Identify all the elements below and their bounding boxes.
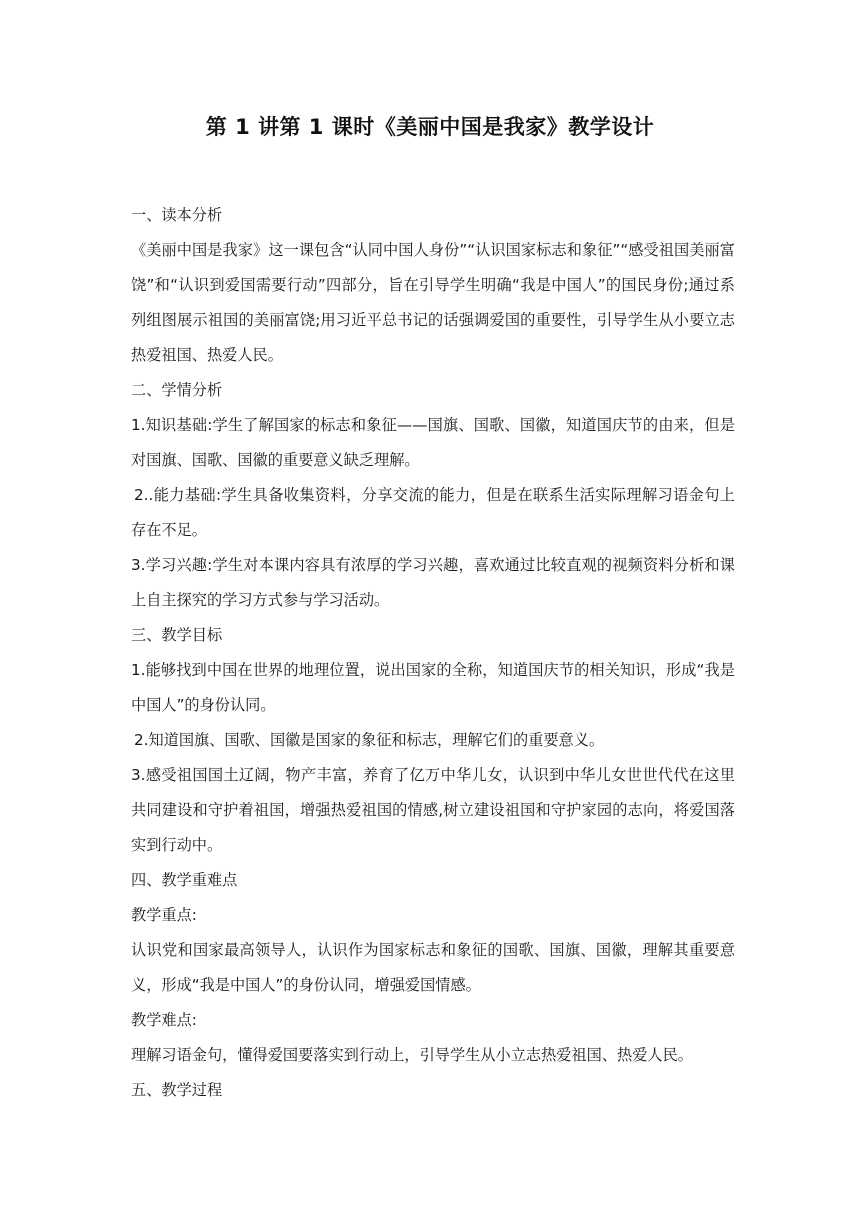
section-heading-teaching-process: 五、教学过程 (131, 1081, 223, 1099)
section-heading-learning-analysis: 二、学情分析 (131, 381, 223, 399)
paragraph-ability-basis: 2..能力基础:学生具备收集资料，分享交流的能力，但是在联系生活实际理解习语金句上存在不足。 (131, 486, 735, 539)
paragraph-reading-analysis: 《美丽中国是我家》这一课包含“认同中国人身份”“认识国家标志和象征”“感受祖国美丽富饶”和“认识到爱国需要行动”四部分，旨在引导学生明确“我是中国人”的国民身份;通过系列组图展示祖国的美丽富饶;用习近平总书记的话强调爱国的重要性，引导学生从小要立志热爱祖国、热爱人民。 (131, 241, 735, 364)
difficult-point-label: 教学难点: (131, 1011, 197, 1029)
key-point-label: 教学重点: (131, 906, 197, 924)
section-heading-reading-analysis: 一、读本分析 (131, 206, 223, 224)
section-heading-key-points: 四、教学重难点 (131, 871, 238, 889)
document-title: 第 1 讲第 1 课时《美丽中国是我家》教学设计 (205, 115, 655, 139)
difficult-point-text: 理解习语金句，懂得爱国要落实到行动上，引导学生从小立志热爱祖国、热爱人民。 (131, 1046, 693, 1064)
paragraph-learning-interest: 3.学习兴趣:学生对本课内容具有浓厚的学习兴趣，喜欢通过比较直观的视频资料分析和课上自主探究的学习方式参与学习活动。 (131, 556, 735, 609)
document-body (131, 198, 735, 1108)
paragraph-goal-1: 1.能够找到中国在世界的地理位置，说出国家的全称，知道国庆节的相关知识，形成“我是中国人”的身份认同。 (131, 661, 735, 714)
paragraph-goal-3: 3.感受祖国国土辽阔，物产丰富，养育了亿万中华儿女，认识到中华儿女世世代代在这里共同建设和守护着祖国，增强热爱祖国的情感,树立建设祖国和守护家园的志向，将爱国落实到行动中。 (131, 766, 735, 854)
key-point-text: 认识党和国家最高领导人，认识作为国家标志和象征的国歌、国旗、国徽，理解其重要意义，形成“我是中国人”的身份认同，增强爱国情感。 (131, 941, 735, 994)
paragraph-goal-2: 2.知道国旗、国歌、国徽是国家的象征和标志，理解它们的重要意义。 (134, 731, 605, 749)
paragraph-knowledge-basis: 1.知识基础:学生了解国家的标志和象征——国旗、国歌、国徽，知道国庆节的由来，但是对国旗、国歌、国徽的重要意义缺乏理解。 (131, 416, 735, 469)
section-heading-teaching-goals: 三、教学目标 (131, 626, 223, 644)
